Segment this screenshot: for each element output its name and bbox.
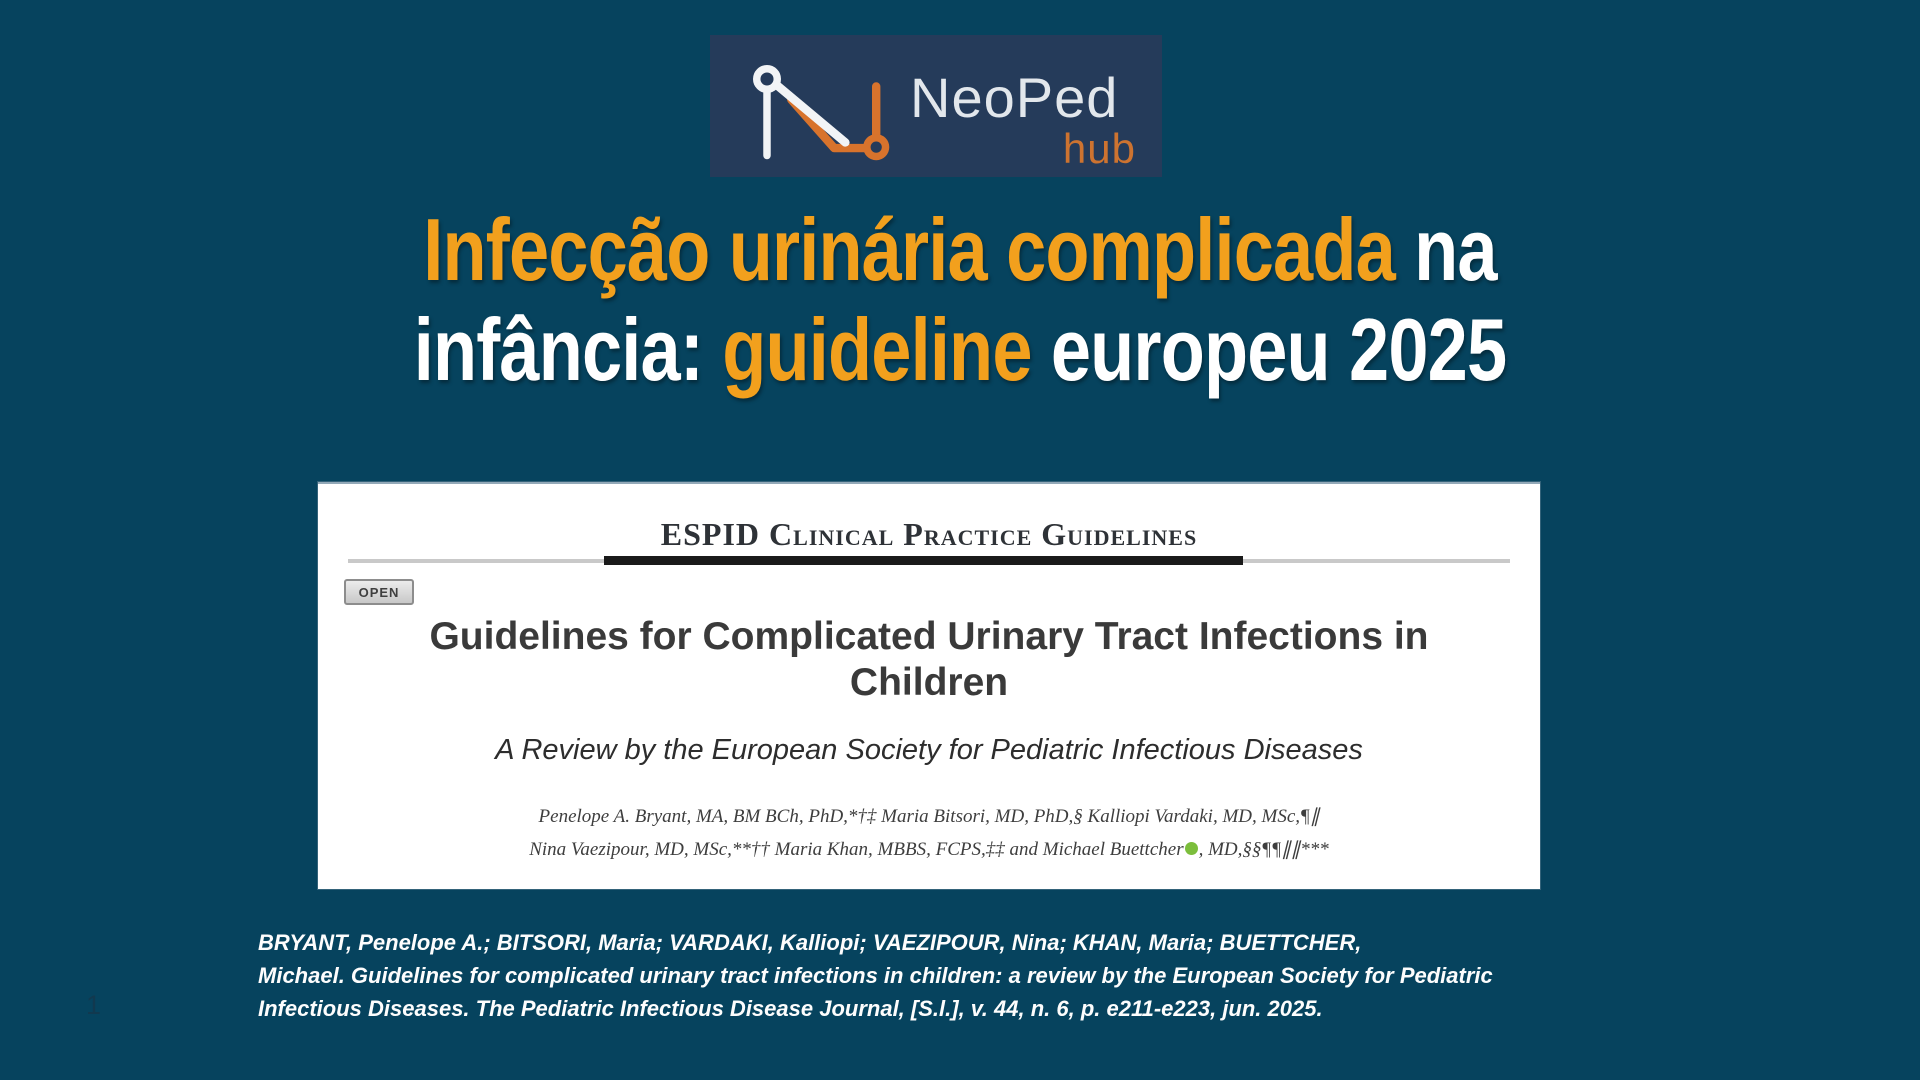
title-segment-white: europeu 2025 [1031,300,1507,399]
citation-line: Infectious Diseases. The Pediatric Infectious Disease Journal, [S.l.], v. 44, n. 6, p. e211-e223, jun. 2025. [258,996,1323,1021]
header-rule-black [604,556,1243,565]
authors-line2-before: Nina Vaezipour, MD, MSc,**†† Maria Khan, MBBS, FCPS,‡‡ and Michael Buettcher [529,839,1184,860]
orcid-green-dot-icon [1185,842,1198,855]
title-segment-orange: Infecção urinária complicada [423,200,1395,299]
citation-line: BRYANT, Penelope A.; BITSORI, Maria; VARDAKI, Kalliopi; VAEZIPOUR, Nina; KHAN, Maria; BUETTCHER, [258,930,1362,955]
line-graph-zigzag-icon [748,51,898,163]
article-subtitle: A Review by the European Society for Pediatric Infectious Diseases [495,734,1363,766]
citation-line: Michael. Guidelines for complicated urinary tract infections in children: a review by the European Society for Pediatric [258,963,1493,988]
journal-article-card [318,482,1540,889]
slide-page-number: 1 [86,990,102,1020]
slide-title [173,200,1747,400]
espid-series-header: ESPID Clinical Practice Guidelines [660,516,1198,552]
title-segment-white: na [1394,200,1497,299]
open-access-badge: OPEN [344,579,414,605]
authors-line1: Penelope A. Bryant, MA, BM BCh, PhD,*†‡ Maria Bitsori, MD, PhD,§ Kalliopi Vardaki, MD, MSc,¶∥ [538,806,1320,827]
logo-brand-text: NeoPed [910,66,1119,129]
article-title: Guidelines for Complicated Urinary Tract Infections in Children [429,615,1429,704]
authors-line2-after: , MD,§§¶¶∥∥*** [1198,839,1329,860]
title-segment-orange: guideline [722,300,1032,399]
reference-citation [258,926,1678,1025]
neoped-hub-logo [710,35,1162,177]
article-authors [338,800,1520,866]
header-rule [348,556,1510,566]
logo-sub-text: hub [1062,125,1136,172]
title-segment-white: infância: [413,300,723,399]
